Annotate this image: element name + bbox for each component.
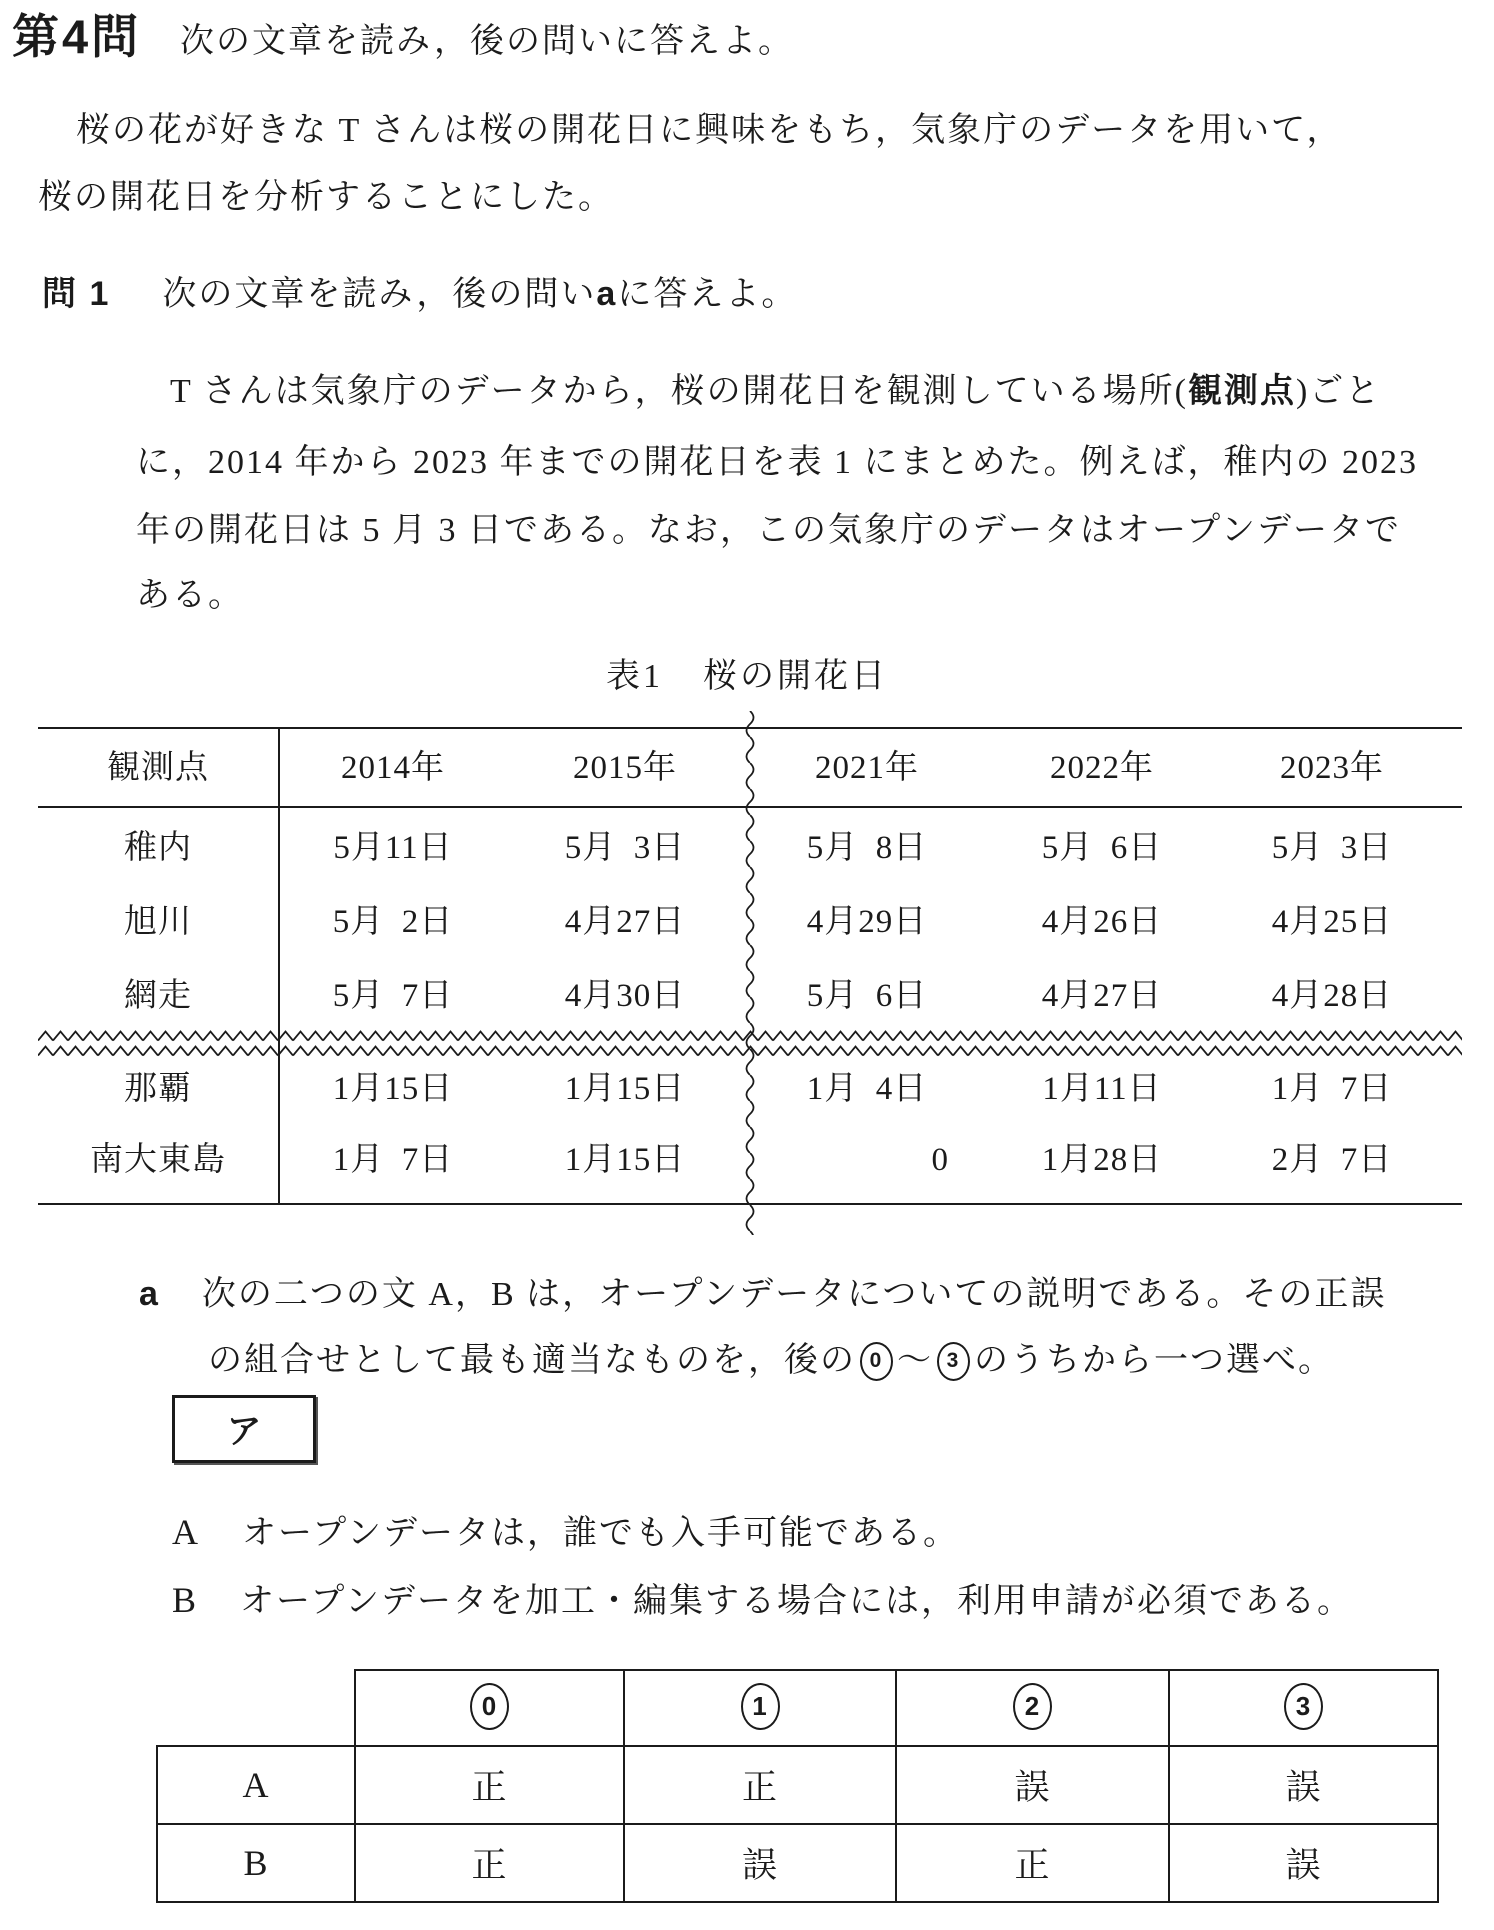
circled-3-icon: 3 bbox=[1284, 1683, 1323, 1730]
table1-cell: 4月25日 bbox=[1271, 904, 1393, 940]
section-title: 第4問 bbox=[12, 10, 142, 63]
table1-cell: 4月29日 bbox=[806, 904, 928, 940]
circled-1-icon: 1 bbox=[741, 1683, 780, 1730]
q1-para-line-1 bbox=[170, 371, 1381, 412]
table1-cell: 4月28日 bbox=[1271, 978, 1393, 1014]
q1-para-line-2: に，2014 年から 2023 年までの開花日を表 1 にまとめた。例えば，稚内の 2023 bbox=[136, 444, 1418, 481]
answer-table-cell: 正 bbox=[355, 1746, 624, 1824]
circled-0-icon: 0 bbox=[860, 1342, 893, 1381]
table1-header-2022: 2022年 bbox=[1050, 750, 1154, 786]
circled-3-icon: 3 bbox=[937, 1342, 970, 1381]
table1-cell: 5月 7日 bbox=[332, 978, 454, 1014]
answer-table-cell: 誤 bbox=[1169, 1824, 1438, 1902]
table1-cell: 5月 3日 bbox=[1271, 830, 1393, 866]
table1-station: 那覇 bbox=[124, 1071, 192, 1107]
answer-table-cell: 誤 bbox=[1169, 1746, 1438, 1824]
omitted-rows-zigzag-line-bottom bbox=[38, 1045, 1462, 1057]
table1-cell: 4月26日 bbox=[1041, 904, 1163, 940]
table1-cell: 4月27日 bbox=[1041, 978, 1163, 1014]
answer-table-option-3 bbox=[1169, 1670, 1438, 1746]
answer-slot-box bbox=[172, 1395, 316, 1463]
question1-text-pre: 次の文章を読み，後の問い bbox=[162, 276, 597, 313]
sub-question-a-text: 次の二つの文 A，B は，オープンデータについての説明である。その正誤 bbox=[201, 1276, 1387, 1313]
q1-para-line-3: 年の開花日は 5 月 3 日である。なお，この気象庁のデータはオープンデータで bbox=[136, 512, 1401, 549]
q1-para-line-4: ある。 bbox=[136, 577, 244, 614]
table1-cell: 5月11日 bbox=[333, 830, 453, 866]
answer-table-row-a-label: A bbox=[157, 1746, 355, 1824]
statement-b-text: オープンデータを加工・編集する場合には，利用申請が必須である。 bbox=[240, 1583, 1353, 1620]
sub-question-a-marker: a bbox=[139, 1275, 160, 1313]
table1-cell: 5月 3日 bbox=[564, 830, 686, 866]
table1-header-2014: 2014年 bbox=[341, 750, 445, 786]
table1-cell-missing-value: 0 bbox=[931, 1142, 949, 1178]
table1-cell: 2月 7日 bbox=[1271, 1142, 1393, 1178]
answer-table-header-row bbox=[157, 1670, 1438, 1746]
answer-table-row-b-label: B bbox=[157, 1824, 355, 1902]
answer-table-row-b bbox=[157, 1824, 1438, 1902]
q1-para-line1-post: )ごと bbox=[1295, 373, 1382, 410]
table1-cell: 5月 2日 bbox=[332, 904, 454, 940]
table1-station: 稚内 bbox=[124, 830, 192, 866]
table1-cell: 1月28日 bbox=[1041, 1142, 1163, 1178]
circled-2-icon: 2 bbox=[1013, 1683, 1052, 1730]
question1-text-post: に答えよ。 bbox=[617, 276, 798, 313]
table1-cell: 1月 7日 bbox=[1271, 1071, 1393, 1107]
section-instruction: 次の文章を読み，後の問いに答えよ。 bbox=[180, 23, 795, 60]
table1-cell: 1月 4日 bbox=[806, 1071, 928, 1107]
table1-header-2021: 2021年 bbox=[815, 750, 919, 786]
sub-question-a-line-2 bbox=[208, 1341, 1334, 1383]
table1 bbox=[38, 727, 1462, 1207]
answer-table bbox=[156, 1669, 1439, 1903]
answer-table-cell: 正 bbox=[355, 1824, 624, 1902]
omitted-rows-zigzag-line-top bbox=[38, 1030, 1462, 1042]
answer-table-option-0 bbox=[355, 1670, 624, 1746]
sub-question-a-line2-tilde: ～ bbox=[897, 1342, 933, 1379]
sub-question-a-line2-pre: の組合せとして最も適当なものを，後の bbox=[208, 1342, 856, 1379]
sub-question-a-line2-post: のうちから一つ選べ。 bbox=[974, 1342, 1334, 1379]
q1-para-line1-bold: 観測点 bbox=[1187, 372, 1296, 410]
sub-question-a-line-1 bbox=[139, 1274, 1386, 1315]
question1-label: 問 1 bbox=[42, 275, 111, 313]
answer-table-corner bbox=[157, 1670, 355, 1746]
statement-a bbox=[172, 1512, 959, 1554]
table1-header-station: 観測点 bbox=[107, 750, 209, 786]
question1-line bbox=[42, 274, 797, 315]
table1-cell: 1月15日 bbox=[564, 1142, 686, 1178]
statement-a-text: オープンデータは，誰でも入手可能である。 bbox=[242, 1515, 959, 1552]
statement-a-label: A bbox=[172, 1512, 200, 1552]
table1-cell: 1月15日 bbox=[564, 1071, 686, 1107]
circled-0-icon: 0 bbox=[470, 1683, 509, 1730]
table1-cell: 5月 6日 bbox=[806, 978, 928, 1014]
answer-slot-label: ア bbox=[226, 1412, 262, 1451]
table1-header-2023: 2023年 bbox=[1280, 750, 1384, 786]
answer-table-row-a bbox=[157, 1746, 1438, 1824]
table1-header-2015: 2015年 bbox=[573, 750, 677, 786]
answer-table-option-1 bbox=[624, 1670, 896, 1746]
question1-text-a: a bbox=[596, 275, 618, 313]
table1-cell: 5月 8日 bbox=[806, 830, 928, 866]
answer-table-cell: 正 bbox=[896, 1824, 1169, 1902]
answer-table-cell: 正 bbox=[624, 1746, 896, 1824]
intro-line-2: 桜の開花日を分析することにした。 bbox=[38, 179, 614, 216]
table1-station: 網走 bbox=[124, 978, 192, 1014]
answer-table-cell: 誤 bbox=[896, 1746, 1169, 1824]
table1-cell: 1月11日 bbox=[1042, 1071, 1162, 1107]
intro-line-1: 桜の花が好きな T さんは桜の開花日に興味をもち，気象庁のデータを用いて， bbox=[76, 112, 1343, 149]
statement-b-label: B bbox=[172, 1580, 199, 1620]
answer-table-option-2 bbox=[896, 1670, 1169, 1746]
q1-para-line1-pre: T さんは気象庁のデータから，桜の開花日を観測している場所( bbox=[170, 373, 1188, 410]
table1-cell: 5月 6日 bbox=[1041, 830, 1163, 866]
table1-cell: 4月27日 bbox=[564, 904, 686, 940]
table1-cell: 4月30日 bbox=[564, 978, 686, 1014]
table1-station: 南大東島 bbox=[90, 1142, 226, 1178]
answer-table-cell: 誤 bbox=[624, 1824, 896, 1902]
table1-caption: 表1 桜の開花日 bbox=[606, 658, 888, 695]
table1-station-column-border bbox=[278, 727, 280, 1205]
table1-cell: 1月15日 bbox=[332, 1071, 454, 1107]
statement-b bbox=[172, 1580, 1353, 1622]
table1-cell: 1月 7日 bbox=[332, 1142, 454, 1178]
table1-station: 旭川 bbox=[124, 904, 192, 940]
